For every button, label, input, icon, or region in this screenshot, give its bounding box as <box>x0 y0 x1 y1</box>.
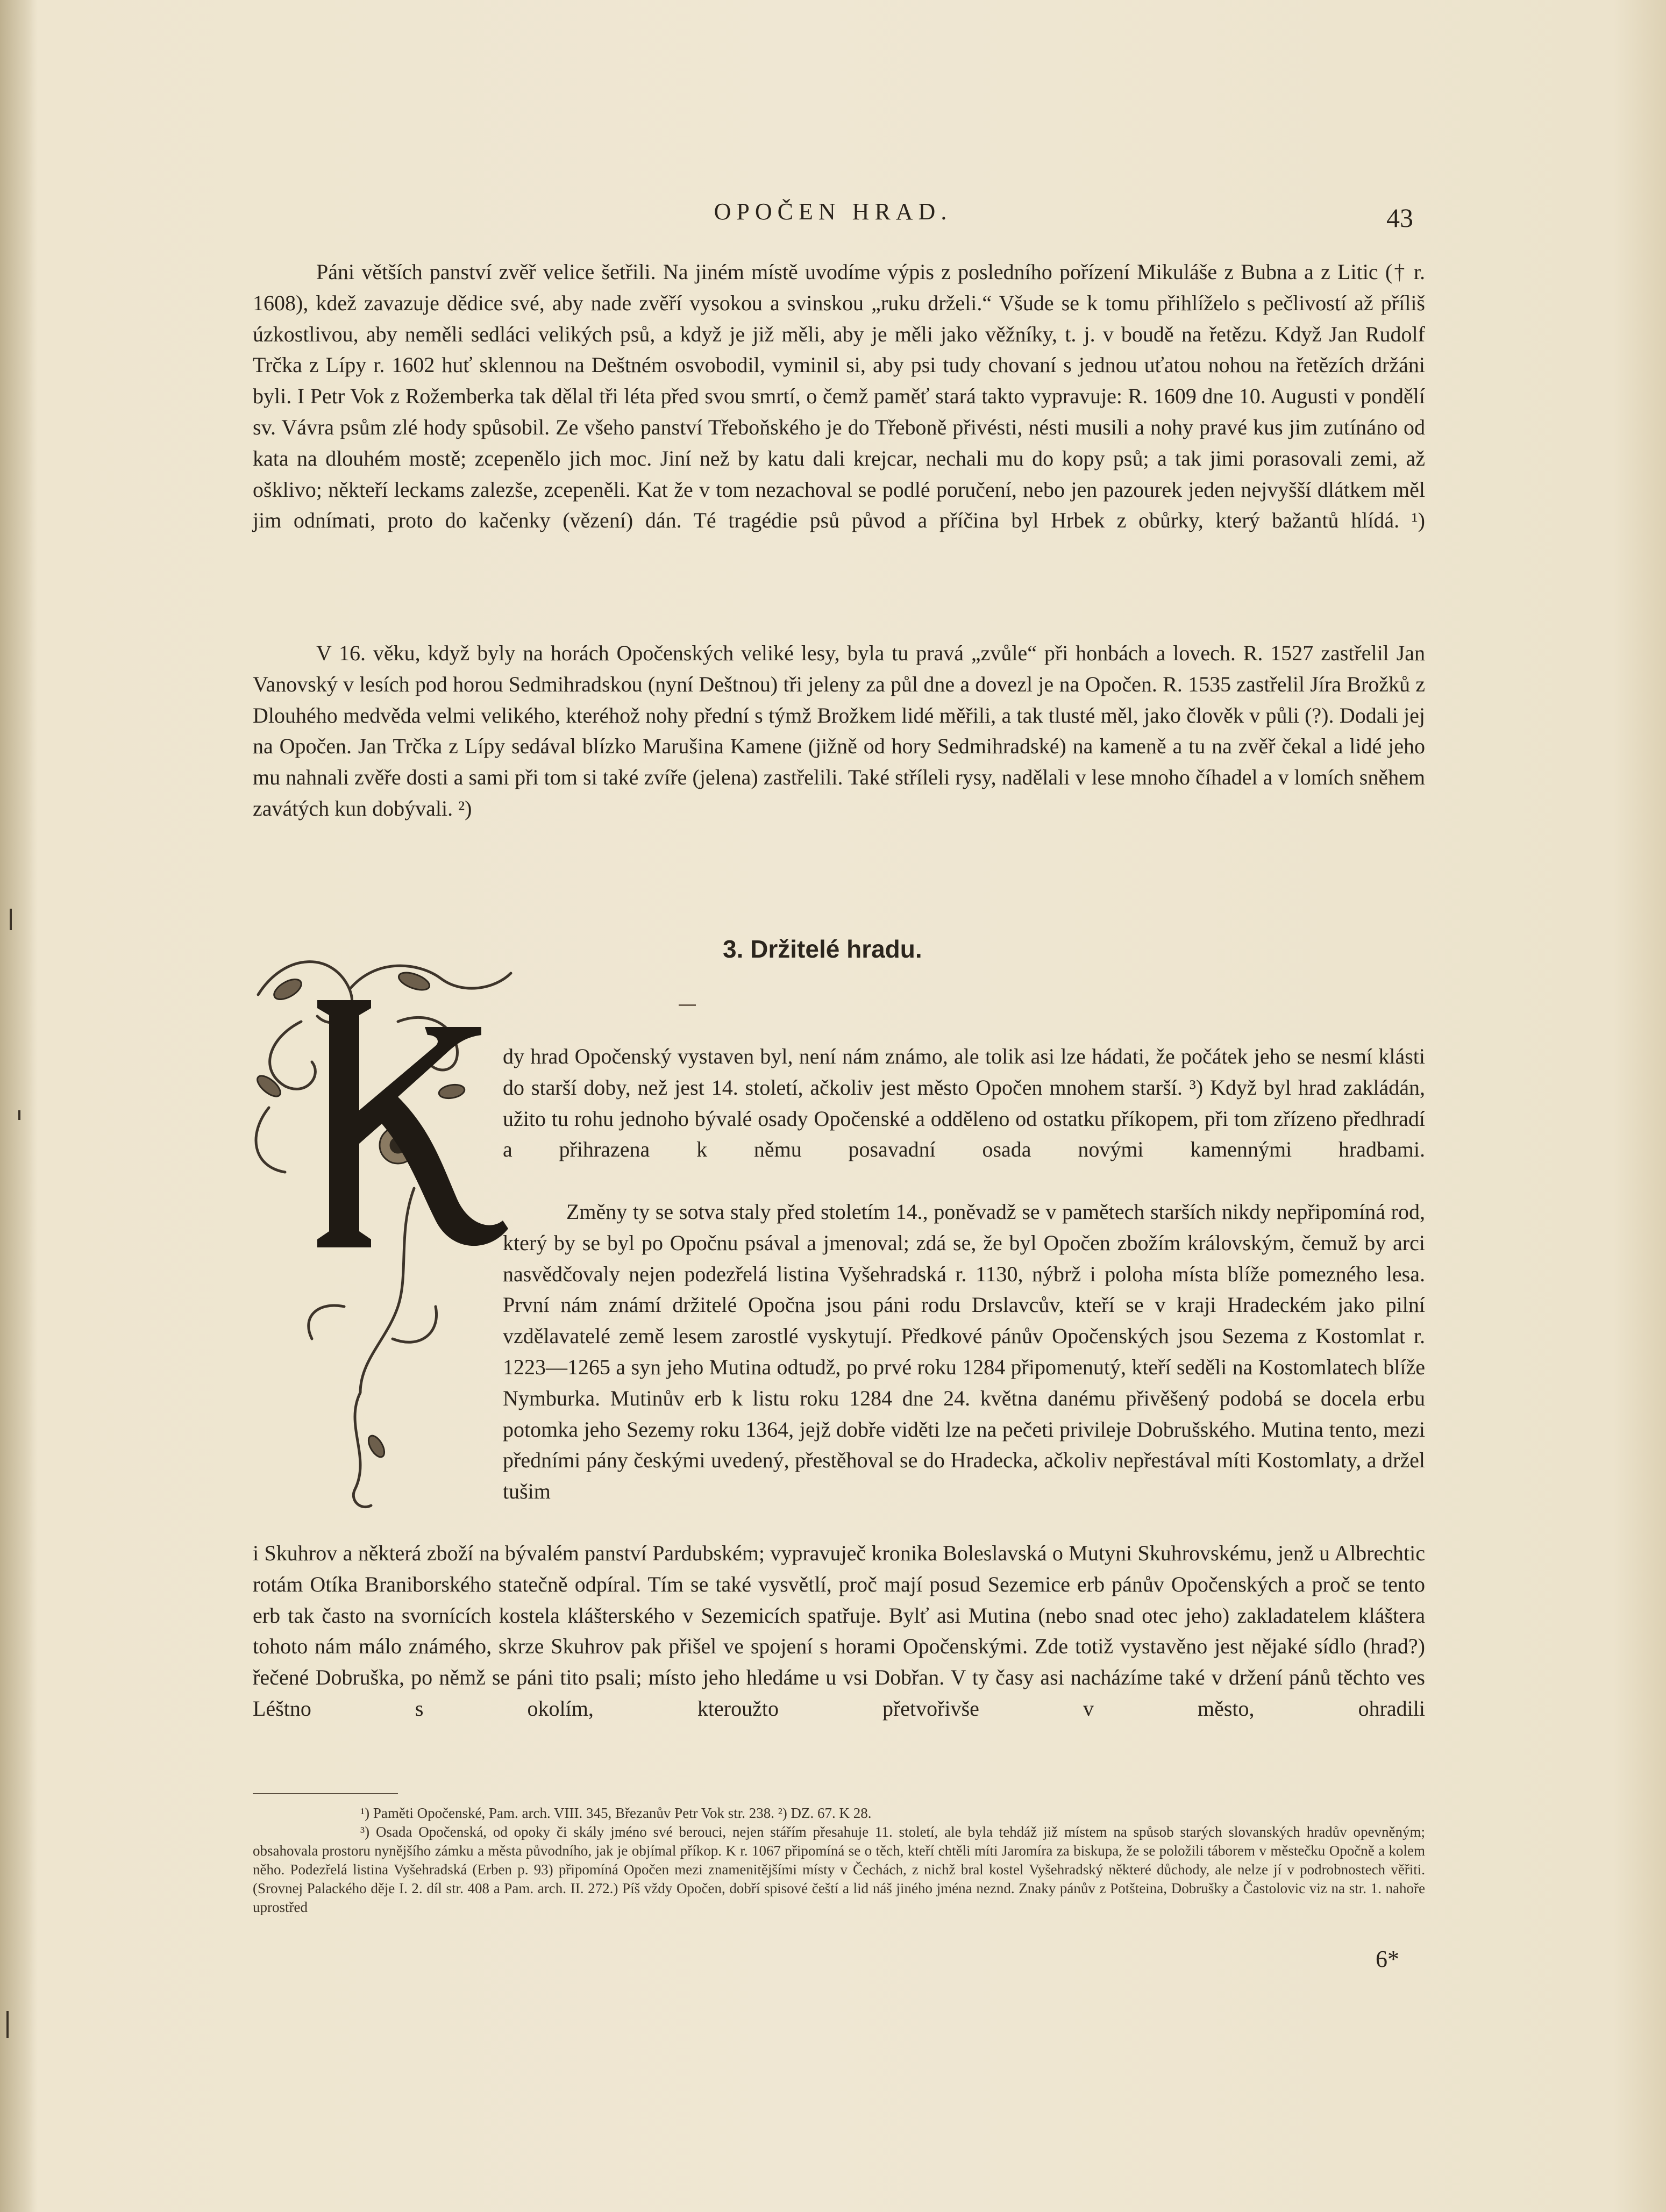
margin-mark <box>10 909 12 930</box>
heading-dash <box>679 1004 696 1006</box>
footnotes <box>253 1804 1425 1917</box>
section-heading: 3. Držitelé hradu. <box>723 935 922 963</box>
footnote-1-2: ¹) Paměti Opočenské, Pam. arch. VIII. 345, Březanův Petr Vok str. 238. ²) DZ. 67. K 28. <box>360 1805 872 1821</box>
paragraph-owners-inset: Změny ty se sotva staly před stoletím 14., poněvadž se v pamětech starších nikdy nepřipomíná rod, který by se byl po Opočnu psával a jmenoval; zdá se, že byl Opočen zbožím královským, čemuž by arci nasvědčovaly nejen podezřelá listina Vyšehradská r. 1130, nýbrž i poloha místa blíže pomezného lesa. První nám známí držitelé Opočna jsou páni rodu Drslavcův, kteří se v kraji Hradeckém jako pilní vzdělavatelé země lesem zarostlé vyskytují. Předkové pánův Opočenských jsou Sezema z Kostomlat r. 1223—1265 a syn jeho Mutina odtudž, po prvé roku 1284 připomenutý, kteří seděli na Kostomlatech blíže Nymburka. Mutinův erb k listu roku 1284 dne 24. května danému přivěšený podobá se docela erbu potomka jeho Sezemy roku 1364, jejž dobře viděti lze na pečeti privileje Dobrušského. Mutina tento, mezi předními pány českými uvedený, přestěhoval se do Hradecka, ačkoliv nepřestával míti Kostomlaty, a držel tušim <box>503 1200 1425 1504</box>
margin-mark <box>18 1110 20 1120</box>
running-title: OPOČEN HRAD. <box>714 198 952 225</box>
margin-mark <box>6 2011 9 2038</box>
initial-letter-k <box>317 1000 508 1247</box>
page-gutter <box>0 0 38 2212</box>
paragraph-castle-founding <box>503 1041 1425 1165</box>
footnote-rule <box>253 1793 398 1794</box>
paragraph-castle-founding-text: dy hrad Opočenský vystaven byl, není nám známo, ale tolik asi lze hádati, že počátek jeho se nesmí klásti do starší doby, než jest 14. století, ačkoliv jest město Opočen mnohem starší. ³) Když byl hrad zakládán, užito tu rohu jednoho bývalé osady Opočenské a odděleno od ostatku příkopem, při tom zřízeno předhradí a přihrazena k němu posavadní osada novými kamennými hradbami. <box>503 1044 1425 1162</box>
paragraph-owners-continued: i Skuhrov a některá zboží na bývalém panství Pardubském; vypravuječ kronika Boleslavská o Mutyni Skuhrovskému, jenž u Albrechtic rotám Otíka Braniborského statečně odpíral. Tím se také vysvětlí, proč mají posud Sezemice erb pánův Opočenských a proč se tento erb tak často na svornících kostela klášterského v Sezemicích spatřuje. Bylť asi Mutina (nebo snad otec jeho) zakladatelem kláštera tohoto nám málo známého, skrze Skuhrov pak přišel ve spojení s horami Opočenskými. Zde totiž vystavěno jest nějaké sídlo (hrad?) řečené Dobruška, po němž se páni tito psali; místo jeho hledáme u vsi Dobřan. V ty časy asi nacházíme také v držení pánů těchto ves Léštno s okolím, kteroužto přetvořivše v město, ohradili <box>253 1541 1425 1721</box>
paragraph-hunting-dogs: Páni větších panství zvěř velice šetřili. Na jiném místě uvodíme výpis z posledního pořízení Mikuláše z Bubna a z Litic († r. 1608), kdež zavazuje dědice své, aby nade zvěří vysokou a svinskou „ruku drželi.“ Všude se k tomu přihlíželo s pečlivostí až příliš úzkostlivou, aby neměli sedláci velikých psů, a když je již měli, aby je měli jako věžníky, t. j. v boudě na řetězu. Když Jan Rudolf Trčka z Lípy r. 1602 huť sklennou na Deštném osvobodil, vyminil si, aby psi tudy chovaní s jednou uťatou nohou na řetězích držáni byli. I Petr Vok z Rožemberka tak dělal tři léta před svou smrtí, o čemž paměť stará takto vypravuje: R. 1609 dne 10. Augusti v pondělí sv. Vávra psům zlé hody spůsobil. Ze všeho panství Třeboňského je do Třeboně přivésti, nésti musili a nohy pravé kus jim zutínáno od kata na dlouhém mostě; zcepenělo jich moc. Jiní než by katu dali krejcar, nechali mu do kopy psů; a tak jimi porasovali zemi, až ošklivo; někteří leckams zalezše, zcepeněli. Kat že v tom nezachoval se podlé poručení, nebo jen pazourek jeden nejvyšší dlátkem měl jim odnímati, proto do kačenky (vězení) dán. Té tragédie psů původ a příčina byl Hrbek z obůrky, který bažantů hlídá. ¹) <box>253 260 1425 533</box>
signature-mark: 6* <box>1376 1946 1399 1972</box>
footnote-3: ³) Osada Opočenská, od opoky či skály jméno své berouci, nejen stářím přesahuje 11. století, ale byla tehdáž již místem na spůsob starých slovanských hradův opevněným; obsahovala prostoru nynějšího zámku a města původního, jak je objímal příkop. K r. 1067 připomíná se o těch, kteří chtěli míti Jaromíra za biskupa, že se položili táborem v městečku Opočně a kolem něho. Podezřelá listina Vyšehradská (Erben p. 93) připomíná Opočen mezi znamenitějšími místy v Čechách, z nichž bral kostel Vyšehradský některé důchody, ale nelze jí v podrobnostech věřiti. (Srovnej Palackého děje I. 2. díl str. 408 a Pam. arch. II. 272.) Píš vždy Opočen, dobří spisové čeští a lid náš jiného jména neznd. Znaky pánův z Potšteina, Dobrušky a Častolovic viz na str. 1. nahoře uprostřed <box>253 1824 1425 1915</box>
page-header <box>0 198 1666 233</box>
page-number: 43 <box>1386 203 1413 233</box>
paragraph-16th-century-hunts: V 16. věku, když byly na horách Opočenských veliké lesy, byla tu pravá „zvůle“ při honbách a lovech. R. 1527 zastřelil Jan Vanovský v lesích pod horou Sedmihradskou (nyní Deštnou) tři jeleny za půl dne a dovezl je na Opočen. R. 1535 zastřelil Jíra Brožků z Dlouhého medvěda velmi velikého, kteréhož nohy přední s týmž Brožkem lidé měřili, a tak tlusté měl, jako člověk v půli (?). Dodali jej na Opočen. Jan Trčka z Lípy sedával blízko Marušina Kamene (jižně od hory Sedmihradské) na kameně a tu na zvěř čekal a lidé jeho mu nahnali zvěře dosti a sami při tom si také zvíře (jelena) zastřelili. Také stříleli rysy, nadělali v lese mnoho číhadel a v lomích sněhem zavátých kun dobývali. ²) <box>253 641 1425 820</box>
decorated-initial-k <box>237 930 516 1522</box>
